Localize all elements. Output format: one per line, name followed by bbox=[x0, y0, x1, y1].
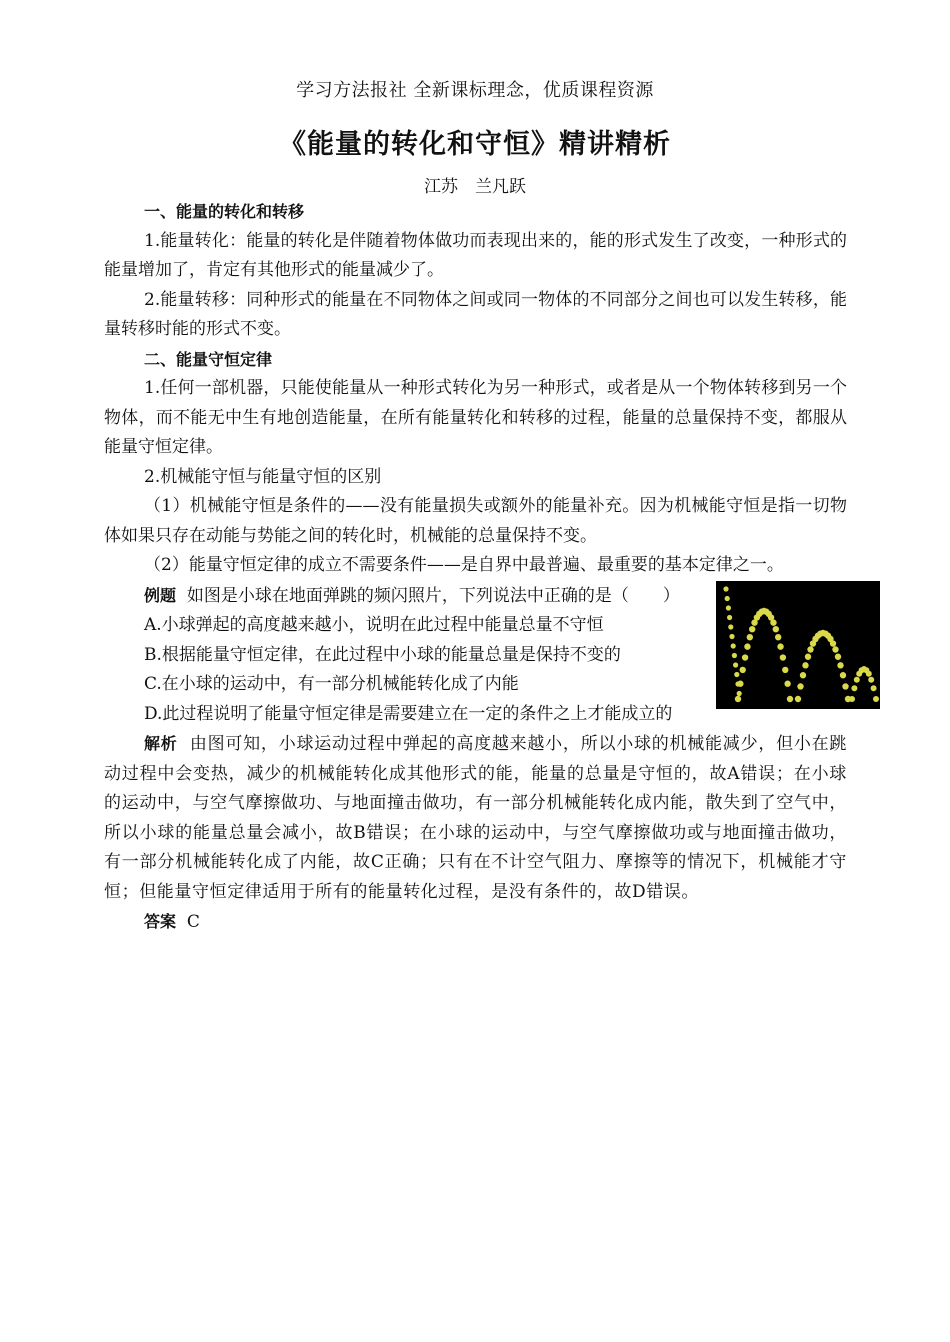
ball-image-0 bbox=[723, 586, 728, 591]
example-question-text: 如图是小球在地面弹跳的频闪照片，下列说法中正确的是（ ） bbox=[186, 585, 680, 606]
ball-image-64 bbox=[868, 677, 874, 683]
ball-image-38 bbox=[802, 662, 808, 668]
ball-image-32 bbox=[782, 667, 788, 673]
ball-image-5 bbox=[729, 634, 734, 639]
ball-image-15 bbox=[742, 654, 748, 660]
author-line: 江苏 兰凡跃 bbox=[424, 177, 526, 197]
answer-line bbox=[104, 907, 847, 938]
ball-image-1 bbox=[725, 596, 730, 601]
paragraph-energy-conservation-condition: （2）能量守恒定律的成立不需要条件——是自界中最普遍、最重要的基本定律之一。 bbox=[144, 555, 784, 575]
ball-image-51 bbox=[835, 654, 841, 660]
ball-image-54 bbox=[842, 683, 848, 689]
ball-image-49 bbox=[830, 640, 836, 646]
ball-image-12 bbox=[735, 696, 741, 702]
ball-image-11 bbox=[737, 691, 742, 696]
analysis-text: 由图可知，小球运动过程中弹起的高度越来越小，所以小球的机械能减少，但小在跳动过程中会变热，减少的机械能转化成其他形式的能，能量的总量是守恒的，故A错误；在小球的运动中，与空气摩擦做功、与地面撞击做功，有一部分机械能转化成内能，散失到了空气中，所以小球的能量总量会减小，故B错误；在小球的运动中，与空气摩擦做功或与地面撞击做功，有一部分机械能转化成了内能，故C正确；只有在不计空气阻力、摩擦等的情况下，机械能才守恒；但能量守恒定律适用于所有的能量转化过程，是没有条件的，故D错误。 bbox=[104, 734, 847, 902]
ball-image-2 bbox=[726, 605, 731, 610]
ball-image-28 bbox=[773, 626, 779, 632]
ball-image-52 bbox=[837, 662, 843, 668]
paragraph-energy-transfer: 2.能量转移：同种形式的能量在不同物体之间或同一物体的不同部分之间也可以发生转移，能量转移时能的形式不变。 bbox=[104, 289, 847, 339]
ball-image-37 bbox=[800, 672, 806, 678]
ball-image-65 bbox=[871, 685, 877, 691]
ball-image-34 bbox=[787, 696, 793, 702]
ball-image-14 bbox=[740, 667, 746, 673]
bouncing-ball-stroboscopic-photo bbox=[716, 581, 880, 709]
ball-image-56 bbox=[849, 696, 855, 702]
ball-image-7 bbox=[732, 653, 737, 658]
option-d: D.此过程说明了能量守恒定律是需要建立在一定的条件之上才能成立的 bbox=[144, 703, 673, 724]
option-b: B.根据能量守恒定律，在此过程中小球的能量总量是保持不变的 bbox=[144, 644, 621, 665]
example-label: 例题 bbox=[144, 585, 177, 605]
ball-image-35 bbox=[795, 696, 801, 702]
paragraph-mechanical-conservation: （1）机械能守恒是条件的——没有能量损失或额外的能量补充。因为机械能守恒是指一切物体如果只存在动能与势能之间的转化时，机械能的总量保持不变。 bbox=[104, 496, 847, 546]
page-title: 《能量的转化和守恒》精讲精析 bbox=[279, 129, 671, 160]
article-body bbox=[104, 197, 847, 938]
ball-image-3 bbox=[727, 615, 732, 620]
ball-image-13 bbox=[737, 681, 743, 687]
paragraph-conservation-law: 1.任何一部机器，只能使能量从一种形式转化为另一种形式，或者是从一个物体转移到另一个物体，而不能无中生有地创造能量，在所有能量转化和转移的过程，能量的总量保持不变，都服从能量守恒定律。 bbox=[104, 378, 847, 457]
section-heading-1: 一、能量的转化和转移 bbox=[144, 202, 305, 221]
option-c: C.在小球的运动中，有一部分机械能转化成了内能 bbox=[144, 674, 519, 694]
section-heading-2: 二、能量守恒定律 bbox=[144, 349, 273, 369]
ball-image-58 bbox=[854, 677, 860, 683]
ball-image-39 bbox=[805, 654, 811, 660]
ball-image-57 bbox=[851, 685, 857, 691]
option-a: A.小球弹起的高度越来越小，说明在此过程中能量总量不守恒 bbox=[144, 615, 604, 635]
ball-image-40 bbox=[807, 646, 813, 652]
publisher-header: 学习方法报社 全新课标理念，优质课程资源 bbox=[296, 80, 654, 101]
ball-image-17 bbox=[747, 634, 753, 640]
analysis-label: 解析 bbox=[144, 734, 178, 753]
example-question bbox=[104, 581, 694, 612]
ball-image-33 bbox=[784, 681, 790, 687]
analysis-paragraph bbox=[104, 729, 847, 907]
ball-image-27 bbox=[770, 619, 776, 625]
answer-value: C bbox=[186, 912, 200, 932]
ball-image-53 bbox=[840, 672, 846, 678]
ball-image-18 bbox=[749, 626, 755, 632]
bouncing-ball-figure bbox=[716, 581, 880, 709]
paragraph-difference-title: 2.机械能守恒与能量守恒的区别 bbox=[144, 466, 382, 487]
ball-image-4 bbox=[728, 624, 733, 629]
ball-image-36 bbox=[797, 683, 803, 689]
ball-image-29 bbox=[775, 634, 781, 640]
ball-image-63 bbox=[866, 671, 872, 677]
paragraph-energy-conversion: 1.能量转化：能量的转化是伴随着物体做功而表现出来的，能的形式发生了改变，一种形式的能量增加了，肯定有其他形式的能量减少了。 bbox=[104, 230, 847, 280]
ball-image-31 bbox=[780, 654, 786, 660]
ball-image-9 bbox=[734, 672, 739, 677]
ball-image-6 bbox=[731, 643, 736, 648]
ball-image-50 bbox=[832, 646, 838, 652]
ball-image-8 bbox=[733, 662, 738, 667]
answer-label: 答案 bbox=[144, 912, 177, 931]
ball-image-16 bbox=[744, 643, 750, 649]
ball-image-66 bbox=[873, 696, 879, 702]
ball-image-30 bbox=[777, 643, 783, 649]
